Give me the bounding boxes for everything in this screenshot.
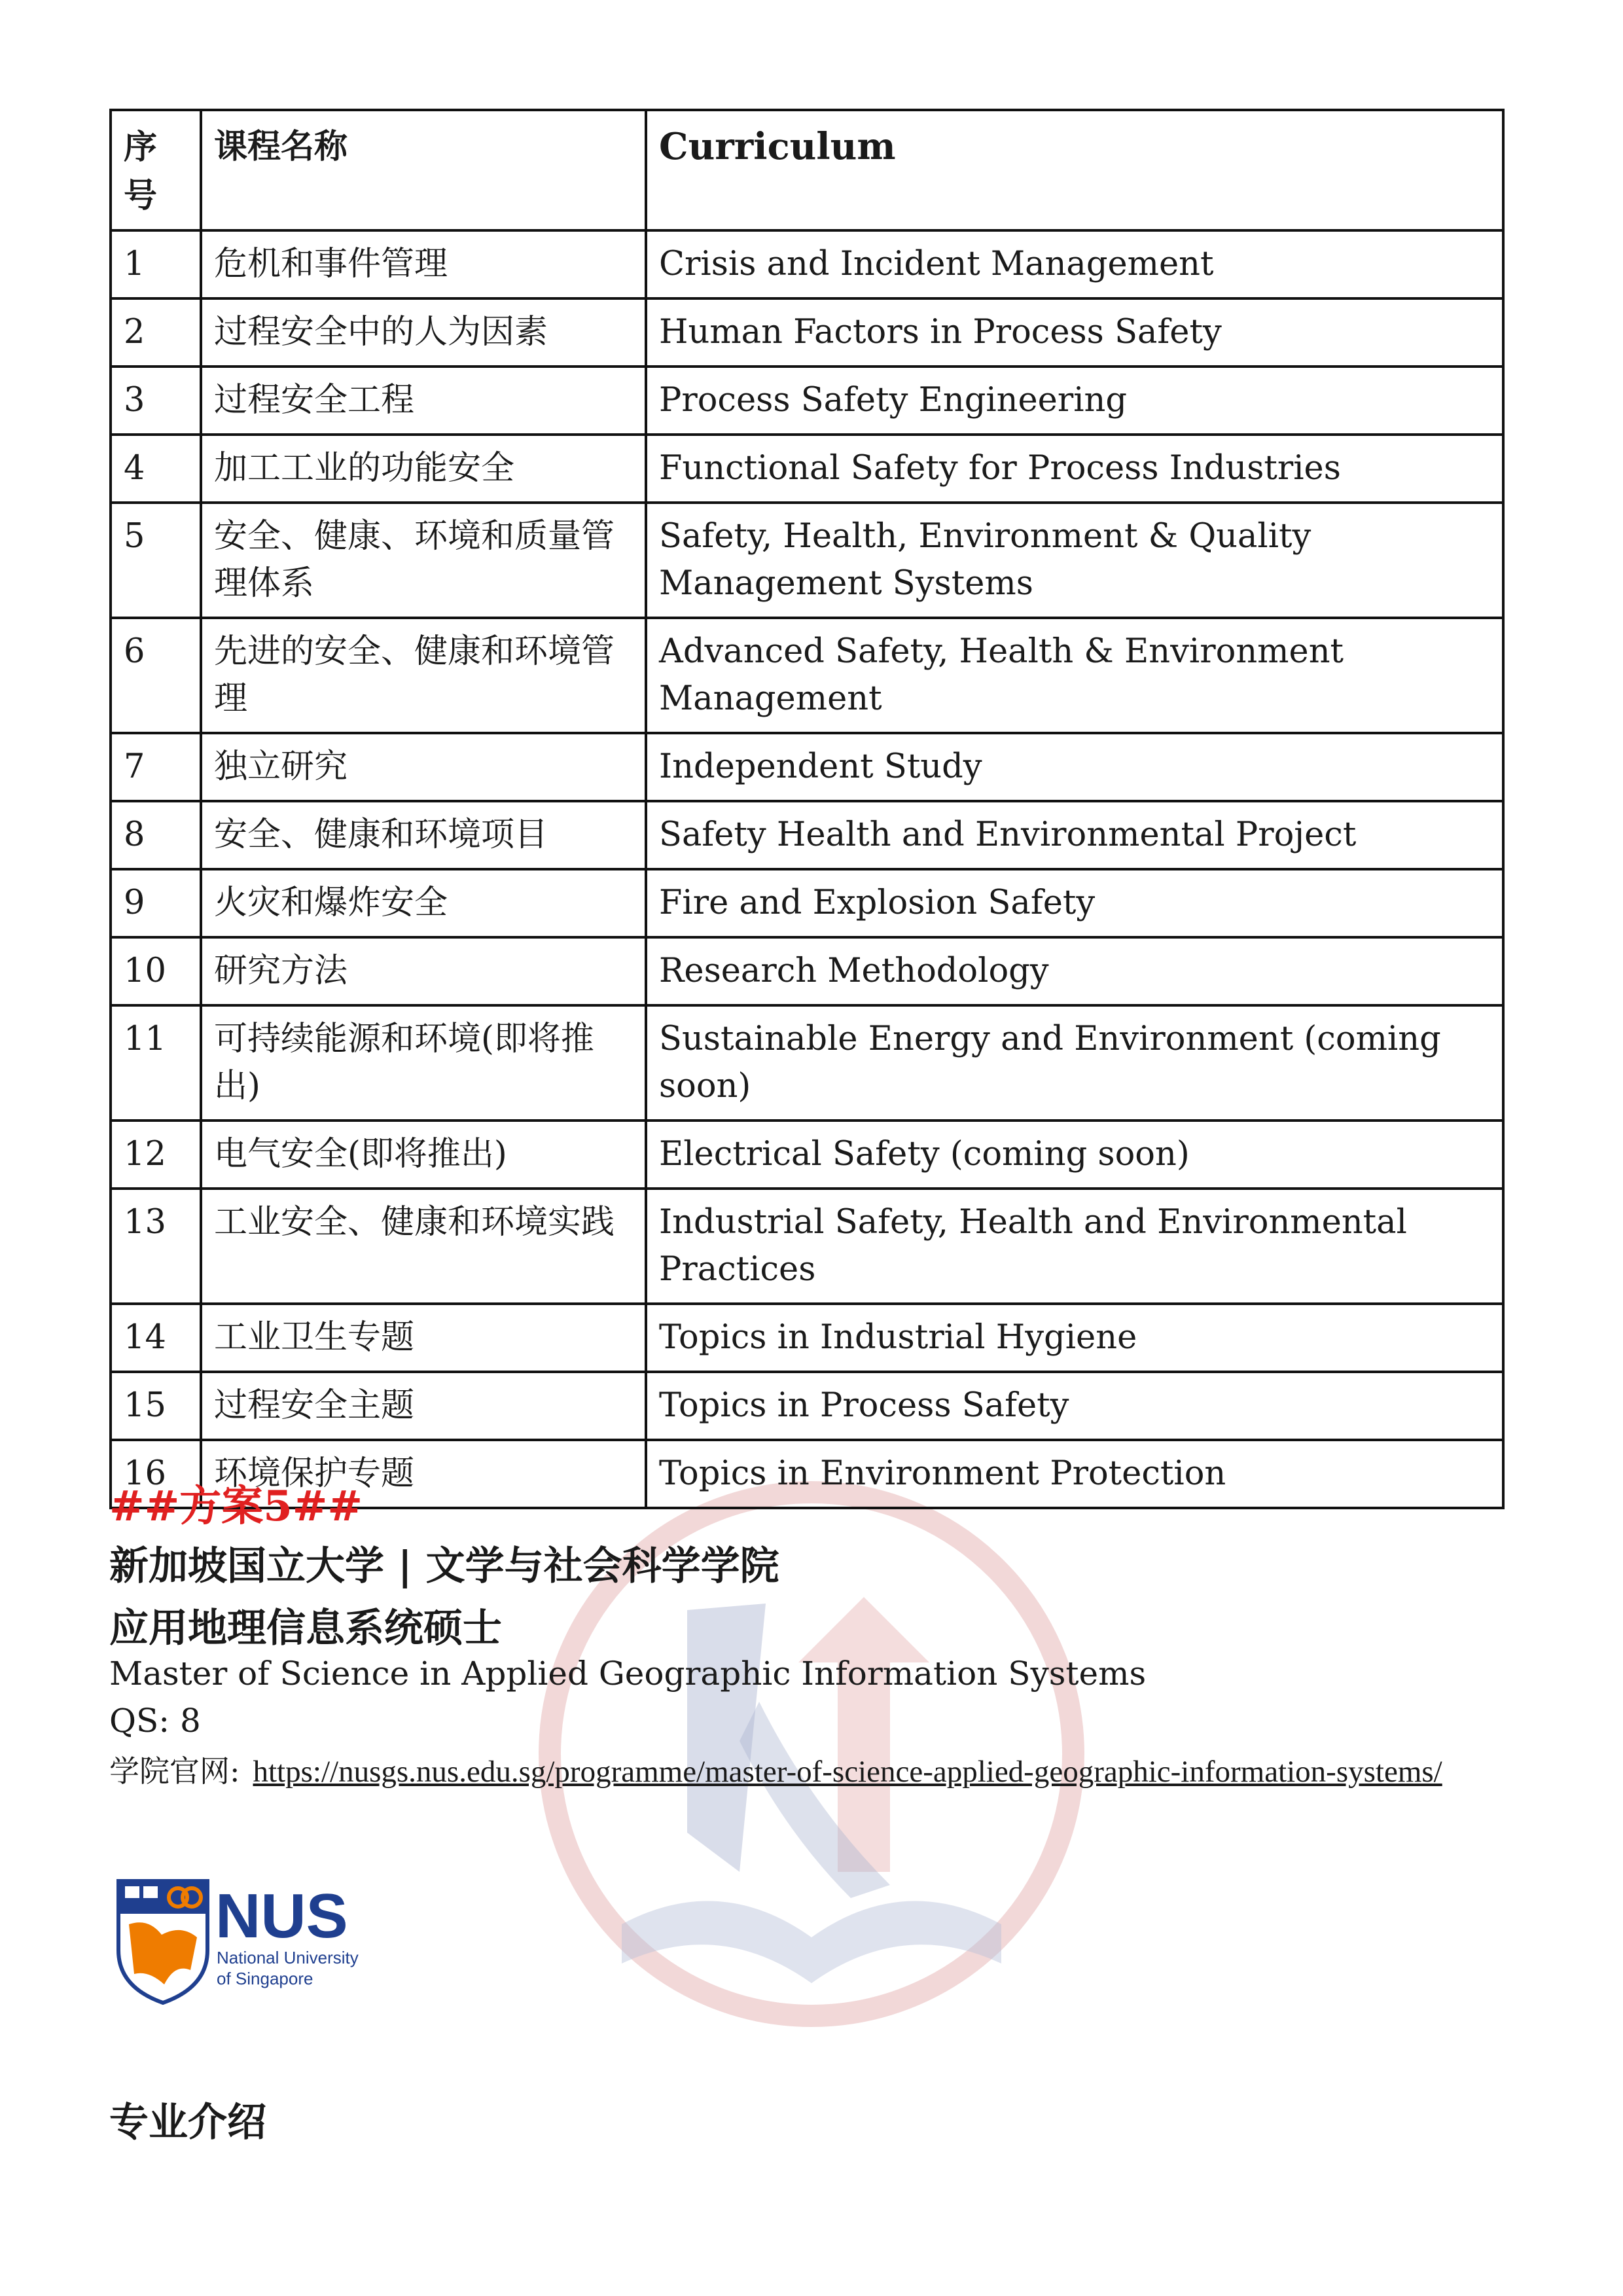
table-row — [111, 618, 1503, 733]
table-row — [111, 367, 1503, 435]
cell-no: 13 — [111, 1189, 201, 1304]
cell-cn: 工业安全、健康和环境实践 — [201, 1189, 646, 1304]
website-line — [109, 1748, 1442, 1791]
cell-no: 6 — [111, 618, 201, 733]
degree-en: Master of Science in Applied Geographic Information Systems — [109, 1655, 1147, 1693]
cell-en: Safety Health and Environmental Project — [646, 801, 1503, 869]
header-curriculum-label: Curriculum — [659, 125, 896, 168]
program-tag: ##方案5## — [109, 1482, 363, 1531]
table-row — [111, 435, 1503, 503]
cell-en: Independent Study — [646, 733, 1503, 801]
qs-rank: QS: 8 — [109, 1702, 201, 1740]
cell-cn: 可持续能源和环境(即将推出) — [201, 1005, 646, 1121]
cell-en: Sustainable Energy and Environment (coming soon) — [646, 1005, 1503, 1121]
table-row — [111, 1372, 1503, 1440]
cell-en: Process Safety Engineering — [646, 367, 1503, 435]
cell-cn: 火灾和爆炸安全 — [201, 869, 646, 937]
nus-logo — [109, 1872, 384, 2009]
cell-no: 3 — [111, 367, 201, 435]
cell-no: 7 — [111, 733, 201, 801]
cell-cn: 过程安全主题 — [201, 1372, 646, 1440]
cell-no: 4 — [111, 435, 201, 503]
cell-cn: 研究方法 — [201, 937, 646, 1005]
cell-cn: 过程安全工程 — [201, 367, 646, 435]
cell-cn: 环境保护专题 — [201, 1440, 646, 1508]
section-title: 专业介绍 — [109, 2100, 266, 2145]
cell-no: 14 — [111, 1304, 201, 1372]
cell-en: Advanced Safety, Health & Environment Management — [646, 618, 1503, 733]
cell-no: 8 — [111, 801, 201, 869]
cell-en: Crisis and Incident Management — [646, 230, 1503, 298]
cell-en: Safety, Health, Environment & Quality Management Systems — [646, 503, 1503, 618]
cell-en: Functional Safety for Process Industries — [646, 435, 1503, 503]
cell-no: 5 — [111, 503, 201, 618]
cell-no: 11 — [111, 1005, 201, 1121]
cell-no: 10 — [111, 937, 201, 1005]
cell-cn: 先进的安全、健康和环境管理 — [201, 618, 646, 733]
cell-no: 2 — [111, 298, 201, 367]
table-row — [111, 801, 1503, 869]
cell-en: Electrical Safety (coming soon) — [646, 1121, 1503, 1189]
cell-no: 12 — [111, 1121, 201, 1189]
table-row — [111, 230, 1503, 298]
cell-no: 16 — [111, 1440, 201, 1508]
table-row — [111, 733, 1503, 801]
table-row — [111, 298, 1503, 367]
curriculum-table — [109, 109, 1505, 1509]
cell-no: 1 — [111, 230, 201, 298]
cell-cn: 工业卫生专题 — [201, 1304, 646, 1372]
header-name-cn: 课程名称 — [201, 110, 646, 230]
cell-cn: 危机和事件管理 — [201, 230, 646, 298]
table-row — [111, 937, 1503, 1005]
cell-en: Topics in Environment Protection — [646, 1440, 1503, 1508]
degree-cn: 应用地理信息系统硕士 — [109, 1605, 502, 1651]
cell-en: Research Methodology — [646, 937, 1503, 1005]
cell-cn: 加工工业的功能安全 — [201, 435, 646, 503]
cell-cn: 电气安全(即将推出) — [201, 1121, 646, 1189]
website-link[interactable]: https://nusgs.nus.edu.sg/programme/master-of-science-applied-geographic-information-systems/ — [253, 1755, 1442, 1789]
table-row — [111, 1189, 1503, 1304]
table-row — [111, 1121, 1503, 1189]
cell-en: Human Factors in Process Safety — [646, 298, 1503, 367]
logo-name: NUS — [215, 1881, 348, 1951]
table-row — [111, 869, 1503, 937]
table-header-row — [111, 110, 1503, 230]
cell-cn: 独立研究 — [201, 733, 646, 801]
school-title: 新加坡国立大学 | 文学与社会科学学院 — [109, 1543, 779, 1589]
cell-en: Industrial Safety, Health and Environmental Practices — [646, 1189, 1503, 1304]
cell-no: 15 — [111, 1372, 201, 1440]
logo-line2: of Singapore — [217, 1969, 313, 1988]
website-label: 学院官网: — [109, 1753, 240, 1789]
logo-line1: National University — [217, 1948, 359, 1967]
header-curriculum — [646, 110, 1503, 230]
table-row — [111, 1005, 1503, 1121]
cell-en: Fire and Explosion Safety — [646, 869, 1503, 937]
cell-en: Topics in Process Safety — [646, 1372, 1503, 1440]
header-no: 序号 — [111, 110, 201, 230]
cell-no: 9 — [111, 869, 201, 937]
cell-cn: 过程安全中的人为因素 — [201, 298, 646, 367]
cell-en: Topics in Industrial Hygiene — [646, 1304, 1503, 1372]
table-row — [111, 1304, 1503, 1372]
cell-cn: 安全、健康和环境项目 — [201, 801, 646, 869]
table-row — [111, 503, 1503, 618]
cell-cn: 安全、健康、环境和质量管理体系 — [201, 503, 646, 618]
